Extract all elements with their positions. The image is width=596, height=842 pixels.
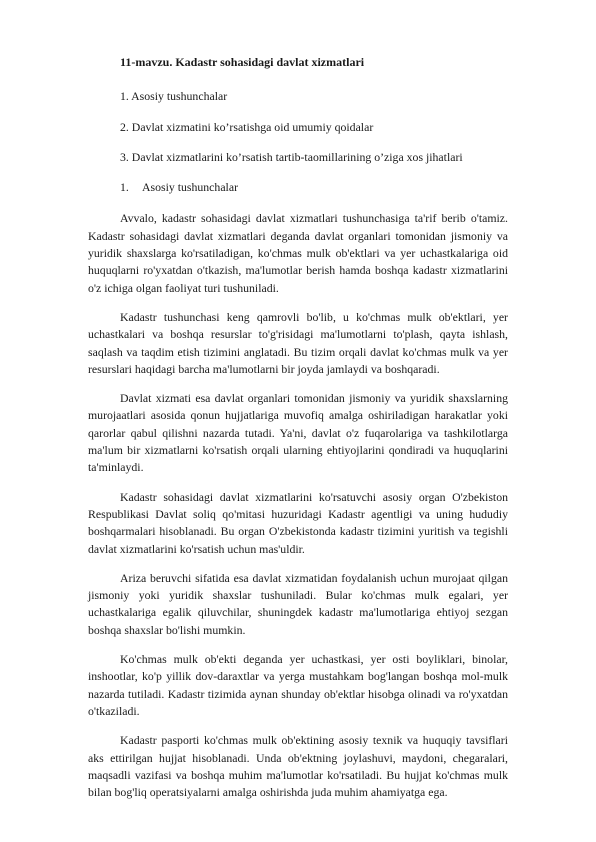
paragraph-3: Davlat xizmati esa davlat organlari tomonidan jismoniy va yuridik shaxslarning murojaatlari asosida qonun hujjatlariga muvofiq amalga oshiriladigan harakatlar yoki qarorlar qabul qilishni nazarda tutadi. Ya'ni, davlat o'z fuqarolariga va tashkilotlarga ma'lum bir xizmatlarni ko'rsatish orqali ularning ehtiyojlarini qondiradi va huquqlarini ta'minlaydi. bbox=[88, 391, 508, 475]
document-title: 11-mavzu. Kadastr sohasidagi davlat xizmatlari bbox=[120, 55, 365, 69]
toc-item-2: 2. Davlat xizmatini ko’rsatishga oid umumiy qoidalar bbox=[120, 119, 374, 134]
paragraph-4: Kadastr sohasidagi davlat xizmatlarini ko'rsatuvchi asosiy organ O'zbekiston Respublikasi Davlat soliq qo'mitasi huzuridagi Kadastr agentligi va uning hududiy boshqarmalari hisoblanadi. Bu organ O'zbekistonda kadastr tizimini yuritish va tegishli davlat xizmatlarini ko'rsatish uchun mas'uldir. bbox=[88, 489, 508, 556]
section-number: 1. bbox=[120, 180, 129, 195]
paragraph-5: Ariza beruvchi sifatida esa davlat xizmatidan foydalanish uchun murojaat qilgan jismoniy yoki yuridik shaxslar tushuniladi. Bular ko'chmas mulk egalari, yer uchastkalariga egalik qiluvchilar, shuningdek kadastr ma'lumotlariga ehtiyoj sezgan boshqa shaxslar bo'lishi mumkin. bbox=[88, 570, 508, 637]
paragraph-1: Avvalo, kadastr sohasidagi davlat xizmatlari tushunchasiga ta'rif berib o'tamiz. Kadastr sohasidagi davlat xizmatlari deganda davlat organlari tomonidan jismoniy va yuridik shaxslarga ko'rsatiladigan, ko'chmas mulk ob'ektlari va yer uchastkalariga oid huquqlarni ro'yxatdan o'tkazish, ma'lumotlar berish hamda boshqa kadastr xizmatlarini o'z ichiga olgan faoliyat turi tushuniladi. bbox=[88, 211, 508, 295]
toc-item-3: 3. Davlat xizmatlarini ko’rsatish tartib-taomillarining o’ziga xos jihatlari bbox=[120, 149, 463, 164]
toc-item-1: 1. Asosiy tushunchalar bbox=[120, 89, 228, 104]
paragraph-6: Ko'chmas mulk ob'ekti deganda yer uchastkasi, yer osti boyliklari, binolar, inshootlar, ko'p yillik dov-daraxtlar va yerga mustahkam bog'langan boshqa mol-mulk nazarda tutiladi. Kadastr tizimida aynan shunday ob'ektlar hisobga olinadi va ro'yxatdan o'tkaziladi. bbox=[88, 652, 508, 718]
document-page bbox=[88, 54, 508, 813]
paragraph-2: Kadastr tushunchasi keng qamrovli bo'lib, u ko'chmas mulk ob'ektlari, yer uchastkalari va boshqa resurslar to'g'risidagi ma'lumotlarni to'plash, qayta ishlash, saqlash va taqdim etish tizimini anglatadi. Bu tizim orqali davlat ko'chmas mulk va yer resurslari haqidagi barcha ma'lumotlarni bir joyda jamlaydi va boshqaradi. bbox=[88, 309, 508, 376]
paragraph-7: Kadastr pasporti ko'chmas mulk ob'ektining asosiy texnik va huquqiy tavsiflari aks ettirilgan hujjat hisoblanadi. Unda ob'ektning joylashuvi, maydoni, chegaralari, maqsadli vazifasi va boshqa muhim ma'lumotlar ko'rsatiladi. Bu hujjat ko'chmas mulk bilan bog'liq operatsiyalarni amalga oshirishda juda muhim ahamiyatga ega. bbox=[88, 733, 508, 800]
section-heading bbox=[120, 179, 508, 196]
section-title: Asosiy tushunchalar bbox=[142, 180, 238, 195]
